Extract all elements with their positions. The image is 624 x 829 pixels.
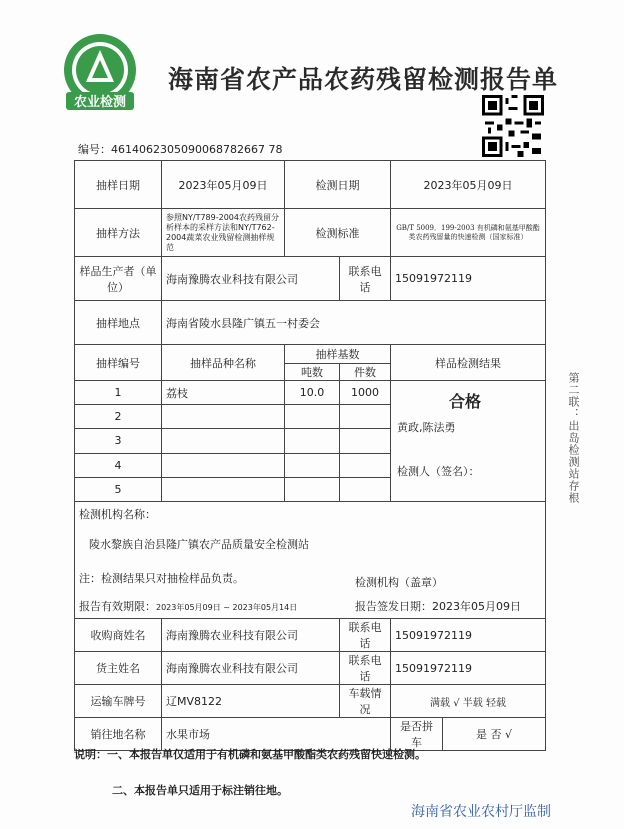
sample-date: 2023年05月09日 bbox=[162, 161, 285, 209]
result-cell bbox=[391, 381, 546, 502]
load-label: 车载情况 bbox=[340, 685, 391, 718]
item-no: 2 bbox=[75, 405, 162, 429]
item-name bbox=[162, 429, 285, 453]
item-tons bbox=[285, 453, 340, 477]
tons-label: 吨数 bbox=[285, 364, 340, 381]
report-serial-number: 编号：4614062305090068782667 78 bbox=[78, 143, 283, 156]
agency-label: 检测机构名称： bbox=[79, 508, 156, 521]
qr-code-icon bbox=[482, 95, 544, 157]
buyer-phone-label: 联系电话 bbox=[340, 619, 391, 652]
plate-number: 辽MV8122 bbox=[162, 685, 340, 718]
note-line-1: 说明：一、本报告单仅适用于有机磷和氨基甲酸酯类农药残留快速检测。 bbox=[74, 748, 426, 761]
inspector-label: 检测人（签名）： bbox=[397, 465, 480, 478]
issuer-footer: 海南省农业农村厅监制 bbox=[411, 804, 551, 820]
row-items-header-1 bbox=[75, 345, 546, 364]
sampling-method: 参照NY/T789-2004农药残留分析样本的采样方法和NY/T762-2004蔬菜农业残留检测抽样规范 bbox=[162, 209, 285, 257]
producer: 海南豫腾农业科技有限公司 bbox=[162, 257, 340, 301]
sampling-location: 海南省陵水县隆广镇五一村委会 bbox=[162, 301, 546, 345]
row-buyer bbox=[75, 619, 546, 652]
issue-date bbox=[355, 598, 521, 614]
producer-phone: 15091972119 bbox=[391, 257, 546, 301]
item-pieces bbox=[340, 405, 391, 429]
buyer-phone: 15091972119 bbox=[391, 619, 546, 652]
item-tons bbox=[285, 429, 340, 453]
item-no: 4 bbox=[75, 453, 162, 477]
logo-banner-text: 农业检测 bbox=[73, 95, 127, 110]
result-value: 合格 bbox=[449, 392, 482, 411]
item-tons bbox=[285, 477, 340, 501]
row-plate bbox=[75, 685, 546, 718]
page-title: 海南省农产品农药残留检测报告单 bbox=[168, 65, 559, 94]
item-pieces bbox=[340, 429, 391, 453]
item-name bbox=[162, 405, 285, 429]
test-date-label: 检测日期 bbox=[285, 161, 391, 209]
carpool-status: 是 否 √ bbox=[443, 718, 546, 751]
item-pieces bbox=[340, 453, 391, 477]
item-no: 3 bbox=[75, 429, 162, 453]
validity-label: 报告有效期限： bbox=[79, 600, 156, 613]
destination: 水果市场 bbox=[162, 718, 391, 751]
pieces-label: 件数 bbox=[340, 364, 391, 381]
row-owner bbox=[75, 652, 546, 685]
row-method bbox=[75, 209, 546, 257]
item-no: 5 bbox=[75, 477, 162, 501]
item-pieces bbox=[340, 477, 391, 501]
row-location bbox=[75, 301, 546, 345]
explanation-notes bbox=[74, 746, 574, 798]
table-row bbox=[75, 381, 546, 405]
copy-note: 第二联：出岛检测站存根 bbox=[567, 372, 580, 504]
base-label: 抽样基数 bbox=[285, 345, 391, 364]
issue-label: 报告签发日期： bbox=[355, 600, 432, 613]
row-producer bbox=[75, 257, 546, 301]
row-dates bbox=[75, 161, 546, 209]
location-label: 抽样地点 bbox=[75, 301, 162, 345]
owner-phone: 15091972119 bbox=[391, 652, 546, 685]
method-label: 抽样方法 bbox=[75, 209, 162, 257]
buyer-label: 收购商姓名 bbox=[75, 619, 162, 652]
agency-cell bbox=[75, 502, 546, 619]
dest-label: 销往地名称 bbox=[75, 718, 162, 751]
owner-name: 海南豫腾农业科技有限公司 bbox=[162, 652, 340, 685]
result-label: 样品检测结果 bbox=[391, 345, 546, 381]
validity bbox=[79, 598, 297, 614]
sample-date-label: 抽样日期 bbox=[75, 161, 162, 209]
item-tons bbox=[285, 405, 340, 429]
validity-range: 2023年05月09日 ~ 2023年05月14日 bbox=[156, 603, 298, 612]
test-standard: GB/T 5009．199-2003 有机磷和氨基甲酸酯类农药残留量的快速检测（国家标准） bbox=[391, 209, 546, 257]
item-tons: 10.0 bbox=[285, 381, 340, 405]
report-table bbox=[74, 160, 546, 751]
producer-label: 样品生产者（单位） bbox=[75, 257, 162, 301]
owner-phone-label: 联系电话 bbox=[340, 652, 391, 685]
item-no: 1 bbox=[75, 381, 162, 405]
item-name: 荔枝 bbox=[162, 381, 285, 405]
owner-label: 货主姓名 bbox=[75, 652, 162, 685]
pool-label: 是否拼车 bbox=[391, 718, 443, 751]
standard-label: 检测标准 bbox=[285, 209, 391, 257]
issue-date-value: 2023年05月09日 bbox=[432, 600, 521, 613]
phone-label: 联系电话 bbox=[340, 257, 391, 301]
item-name bbox=[162, 453, 285, 477]
note-line-2: 二、本报告单只适用于标注销往地。 bbox=[112, 784, 288, 797]
sample-no-label: 抽样编号 bbox=[75, 345, 162, 381]
result-note: 注：检测结果只对抽检样品负责。 bbox=[79, 572, 244, 585]
load-status: 满载 √ 半载 轻载 bbox=[391, 685, 546, 718]
item-name bbox=[162, 477, 285, 501]
seal-label: 检测机构（盖章） bbox=[355, 576, 443, 589]
inspector-names: 黄政,陈法勇 bbox=[397, 421, 456, 434]
item-pieces: 1000 bbox=[340, 381, 391, 405]
plate-label: 运输车牌号 bbox=[75, 685, 162, 718]
agency-name: 陵水黎族自治县隆广镇农产品质量安全检测站 bbox=[89, 538, 309, 551]
test-date: 2023年05月09日 bbox=[391, 161, 546, 209]
green-circle-shield-logo bbox=[52, 30, 148, 126]
variety-label: 抽样品种名称 bbox=[162, 345, 285, 381]
row-agency bbox=[75, 502, 546, 619]
buyer-name: 海南豫腾农业科技有限公司 bbox=[162, 619, 340, 652]
